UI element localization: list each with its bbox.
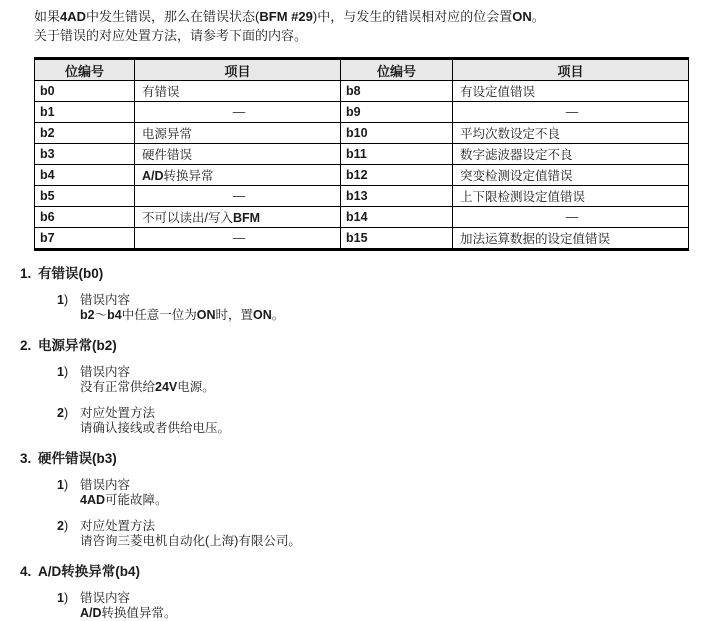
item-cell: A/D转换异常 [135,165,341,186]
sub-item-label: 错误内容 [80,293,131,307]
sub-item-number: 2) [57,519,69,533]
bit-cell: b8 [341,81,453,102]
item-cell: 电源异常 [135,123,341,144]
table-row [35,81,689,102]
item-cell-empty: — [453,207,689,228]
section-heading [20,564,688,580]
bit-cell: b13 [341,186,453,207]
sub-item-number: 1) [57,591,69,605]
col-header-bit-left: 位编号 [35,59,135,81]
section-heading [20,266,688,282]
sub-item-number: 1) [57,478,69,492]
bit-cell: b11 [341,144,453,165]
section-title: 电源异常(b2) [38,338,117,353]
sub-item-label: 对应处置方法 [80,519,156,533]
bit-cell: b3 [35,144,135,165]
section-ad-conversion-b4 [20,564,688,621]
item-cell: 不可以读出/写入BFM [135,207,341,228]
table-row [35,123,689,144]
item-cell-empty: — [135,228,341,250]
sub-item-text: 没有正常供给24V电源。 [80,380,215,394]
sub-item-number: 2) [57,406,69,420]
section-hardware-b3 [20,451,688,549]
table-row [35,144,689,165]
col-header-item-right: 项目 [453,59,689,81]
item-cell: 突变检测设定值错误 [453,165,689,186]
section-title: A/D转换异常(b4) [38,564,141,579]
sub-item-label: 错误内容 [80,478,131,492]
item-cell-empty: — [135,186,341,207]
col-header-item-left: 项目 [135,59,341,81]
item-cell: 硬件错误 [135,144,341,165]
bit-cell: b7 [35,228,135,250]
sub-item-number: 1) [57,293,69,307]
item-cell-empty: — [453,102,689,123]
table-row [35,165,689,186]
section-number: 4. [20,564,32,579]
table-header-row [35,59,689,81]
error-bit-table [34,57,689,251]
item-cell: 上下限检测设定值错误 [453,186,689,207]
sub-item [34,406,688,436]
bit-cell: b10 [341,123,453,144]
bit-cell: b12 [341,165,453,186]
bit-cell: b15 [341,228,453,250]
intro-line-2: 关于错误的对应处置方法，请参考下面的内容。 [34,28,308,43]
bit-cell: b9 [341,102,453,123]
bit-cell: b2 [35,123,135,144]
sub-item [34,519,688,549]
bit-cell: b1 [35,102,135,123]
section-title: 有错误(b0) [38,266,104,281]
sub-item-label: 对应处置方法 [80,406,156,420]
section-number: 2. [20,338,32,353]
bit-cell: b6 [35,207,135,228]
bit-cell: b4 [35,165,135,186]
item-cell: 平均次数设定不良 [453,123,689,144]
section-error-b0 [20,266,688,323]
section-number: 3. [20,451,32,466]
sub-item [34,591,688,621]
col-header-bit-right: 位编号 [341,59,453,81]
section-heading [20,338,688,354]
section-title: 硬件错误(b3) [38,451,117,466]
item-cell: 加法运算数据的设定值错误 [453,228,689,250]
sub-item-number: 1) [57,365,69,379]
bit-cell: b5 [35,186,135,207]
table-row [35,186,689,207]
sub-item [34,365,688,395]
bit-cell: b0 [35,81,135,102]
sub-item-text: 请确认接线或者供给电压。 [80,421,231,435]
item-cell: 有错误 [135,81,341,102]
sub-item-text: 4AD可能故障。 [80,493,168,507]
table-row [35,228,689,250]
sub-item [34,293,688,323]
intro-line-1: 如果4AD中发生错误，那么在错误状态(BFM #29)中，与发生的错误相对应的位会置ON。 [34,9,545,24]
section-power-b2 [20,338,688,436]
table-row [35,207,689,228]
sub-item [34,478,688,508]
item-cell: 数字滤波器设定不良 [453,144,689,165]
intro-paragraph [34,7,688,45]
section-heading [20,451,688,467]
sub-item-label: 错误内容 [80,365,131,379]
sub-item-text: 请咨询三菱电机自动化(上海)有限公司。 [80,534,301,548]
section-number: 1. [20,266,32,281]
item-cell-empty: — [135,102,341,123]
sub-item-text: b2～b4中任意一位为ON时，置ON。 [80,308,285,322]
bit-cell: b14 [341,207,453,228]
item-cell: 有设定值错误 [453,81,689,102]
sub-item-label: 错误内容 [80,591,131,605]
table-row [35,102,689,123]
sub-item-text: A/D转换值异常。 [80,606,177,620]
